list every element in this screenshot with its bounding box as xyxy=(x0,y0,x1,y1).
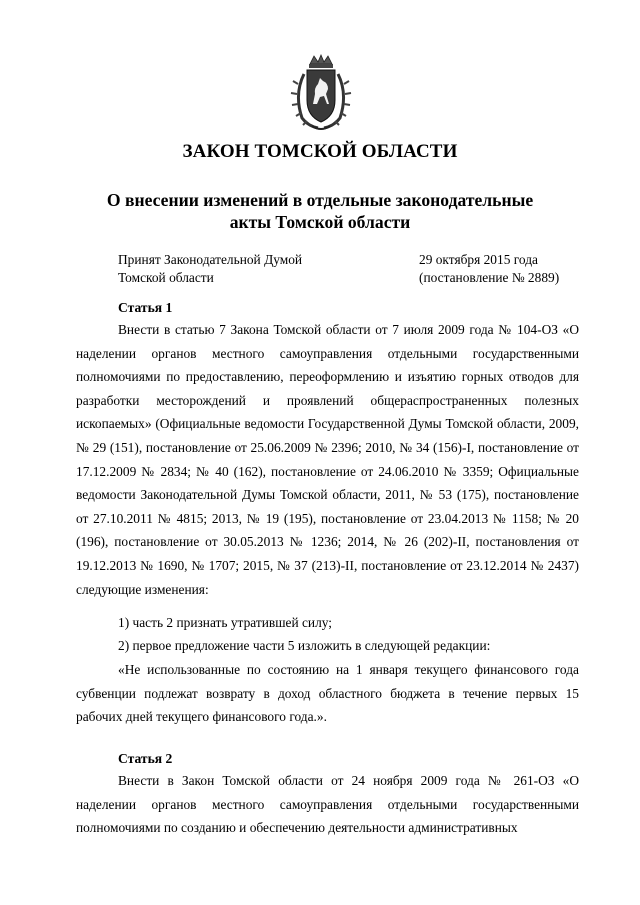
article-1-intro: Внести в статью 7 Закона Томской области от 7 июля 2009 года № 104-ОЗ «О наделении органов местного самоуправления отдельными государственными полномочиями по предоставлению, переоформлению и изъятию горных отводов для разработки месторождений и проявлений общераспространенных полезных ископаемых» (Официальные ведомости Государственной Думы Томской области, 2009, № 29 (151), постановление от 25.06.2009 № 2396; 2010, № 34 (156)-I, постановление от 17.12.2009 № 2834; № 40 (162), постановление от 24.06.2010 № 3359; Официальные ведомости Законодательной Думы Томской области, 2011, № 53 (175), постановление от 27.10.2011 № 4815; 2013, № 19 (195), постановление от 23.04.2013 № 1158; № 20 (196), постановление от 30.05.2013 № 1236; 2014, № 26 (202)-II, постановления от 19.12.2013 № 1690, № 1707; 2015, № 37 (213)-II, постановление от 23.12.2014 № 2437) следующие изменения: xyxy=(76,322,579,597)
law-title: ЗАКОН ТОМСКОЙ ОБЛАСТИ xyxy=(182,141,458,162)
adopted-by xyxy=(118,251,302,286)
article-1-quote: «Не использованные по состоянию на 1 января текущего финансового года субвенции подлежат возврату в доход областного бюджета в течение первых 15 рабочих дней текущего финансового года.». xyxy=(76,662,579,725)
article-2-heading: Статья 2 xyxy=(118,751,173,766)
article-1-heading: Статья 1 xyxy=(118,300,173,315)
subtitle-line-1: О внесении изменений в отдельные законодательные xyxy=(106,190,534,210)
subtitle-line-2: акты Томской области xyxy=(229,212,411,232)
article-1-item-2: 2) первое предложение части 5 изложить в следующей редакции: xyxy=(118,638,491,653)
adopted-by-line-2: Томской области xyxy=(118,269,214,285)
tomsk-region-coat-of-arms-icon xyxy=(290,54,352,132)
law-subtitle xyxy=(60,189,580,233)
adoption-info xyxy=(419,251,559,286)
article-2-intro: Внести в Закон Томской области от 24 ноября 2009 года № 261-ОЗ «О наделении органов местного самоуправления отдельными государственными полномочиями по созданию и обеспечению деятельности административных xyxy=(76,773,579,836)
adoption-date: 29 октября 2015 года xyxy=(419,252,538,267)
adopted-by-line-1: Принят Законодательной Думой xyxy=(118,252,303,267)
article-1-item-1: 1) часть 2 признать утратившей силу; xyxy=(118,615,333,630)
resolution-number: (постановление № 2889) xyxy=(419,269,560,285)
